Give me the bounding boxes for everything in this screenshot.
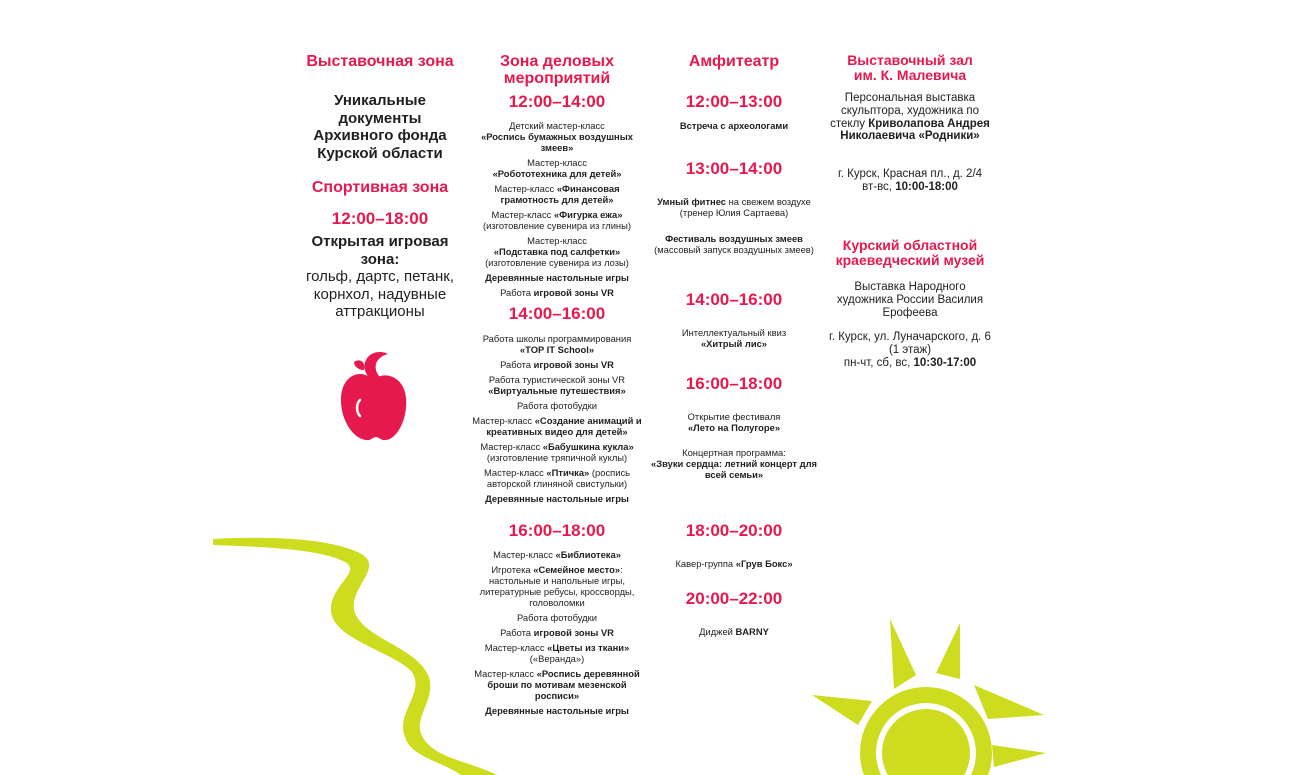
list-item: Детский мастер-класс «Роспись бумажных воздушных змеев» bbox=[481, 120, 633, 153]
list-item: Работа туристической зоны VR «Виртуальные путешествия» bbox=[488, 374, 626, 396]
amphi-event-4b: Концертная программа: «Звуки сердца: летний концерт для всей семьи» bbox=[651, 447, 817, 480]
amphitheater-title: Амфитеатр bbox=[688, 53, 780, 70]
amphi-time-4: 16:00–18:00 bbox=[685, 374, 783, 393]
list-item: Деревянные настольные игры bbox=[485, 493, 629, 504]
business-time-1: 12:00–14:00 bbox=[508, 92, 606, 111]
list-item: Деревянные настольные игры bbox=[485, 705, 629, 716]
museum-description: Выставка Народного художника России Василия Ерофеева bbox=[836, 281, 984, 319]
museum-address: г. Курск, ул. Луначарского, д. 6 (1 этаж) пн-чт, сб, вс, 10:30-17:00 bbox=[829, 331, 991, 369]
list-item: Деревянные настольные игры bbox=[485, 272, 629, 283]
business-session-3 bbox=[468, 549, 646, 720]
archive-documents-text: Уникальные документы Архивного фонда Курской области bbox=[313, 92, 447, 162]
list-item: Работа игровой зоны VR bbox=[500, 627, 614, 638]
list-item: Мастер-класс «Птичка» (роспись авторской глиняной свистульки) bbox=[483, 467, 631, 489]
amphi-time-5: 18:00–20:00 bbox=[685, 521, 783, 540]
list-item: Работа фотобудки bbox=[516, 400, 597, 411]
malevich-hall-description: Персональная выставка скульптора, художника по стеклу Криволапова Андрея Николаевича «Родники» bbox=[830, 92, 990, 143]
amphi-event-1: Встреча с археологами bbox=[679, 120, 789, 131]
sun-icon bbox=[808, 615, 1048, 775]
amphi-event-4a: Открытие фестиваля «Лето на Полугоре» bbox=[687, 411, 781, 433]
list-item: Мастер-класс «Цветы из ткани» («Веранда») bbox=[484, 642, 630, 664]
amphi-event-2a: Умный фитнес на свежем воздухе (тренер Юлия Сартаева) bbox=[657, 196, 811, 218]
column-venues bbox=[826, 0, 994, 380]
column-exhibition-sport bbox=[290, 0, 470, 330]
list-item: Работа фотобудки bbox=[516, 612, 597, 623]
amphi-event-6: Диджей BARNY bbox=[699, 626, 769, 637]
exhibition-zone-title: Выставочная зона bbox=[306, 53, 454, 70]
list-item: Работа игровой зоны VR bbox=[500, 287, 614, 298]
museum-title: Курский областной краеведческий музей bbox=[835, 237, 985, 268]
list-item: Работа школы программирования «TOP IT School» bbox=[482, 333, 632, 355]
business-session-1 bbox=[468, 120, 646, 302]
apple-icon bbox=[336, 348, 410, 444]
business-zone-title: Зона деловых мероприятий bbox=[500, 53, 614, 87]
sport-zone-description: Открытая игровая зона: гольф, дартс, петанк, корнхол, надувные аттракционы bbox=[305, 233, 455, 320]
list-item: Мастер-класс «Создание анимаций и креативных видео для детей» bbox=[472, 415, 642, 437]
amphi-time-3: 14:00–16:00 bbox=[685, 290, 783, 309]
list-item: Мастер-класс «Финансовая грамотность для детей» bbox=[494, 183, 620, 205]
business-time-3: 16:00–18:00 bbox=[508, 521, 606, 540]
malevich-hall-address: г. Курск, Красная пл., д. 2/4 вт-вс, 10:00-18:00 bbox=[837, 168, 983, 193]
list-item: Работа игровой зоны VR bbox=[500, 359, 614, 370]
business-time-2: 14:00–16:00 bbox=[508, 304, 606, 323]
list-item: Мастер-класс «Робототехника для детей» bbox=[492, 157, 622, 179]
list-item: Мастер-класс «Подставка под салфетки» (изготовление сувенира из лозы) bbox=[485, 235, 629, 268]
list-item: Мастер-класс «Библиотека» bbox=[493, 549, 621, 560]
sport-zone-time: 12:00–18:00 bbox=[331, 209, 429, 228]
amphi-time-6: 20:00–22:00 bbox=[685, 589, 783, 608]
list-item: Мастер-класс «Бабушкина кукла» (изготовление тряпичной куклы) bbox=[480, 441, 634, 463]
sport-zone-title: Спортивная зона bbox=[311, 179, 449, 196]
amphi-event-5: Кавер-группа «Грув Бокс» bbox=[675, 558, 793, 569]
malevich-hall-title: Выставочный зал им. К. Малевича bbox=[847, 52, 973, 83]
amphi-event-3: Интеллектуальный квиз «Хитрый лис» bbox=[681, 327, 787, 349]
business-session-2 bbox=[468, 333, 646, 508]
column-amphitheater bbox=[648, 0, 820, 775]
column-business-events bbox=[468, 0, 646, 775]
list-item: Мастер-класс «Роспись деревянной броши по мотивам мезенской росписи» bbox=[474, 668, 640, 701]
amphi-time-1: 12:00–13:00 bbox=[685, 92, 783, 111]
list-item: Игротека «Семейное место»: настольные и напольные игры, литературные ребусы, кроссворды, головоломки bbox=[479, 564, 635, 608]
amphi-time-2: 13:00–14:00 bbox=[685, 159, 783, 178]
list-item: Мастер-класс «Фигурка ежа» (изготовление сувенира из глины) bbox=[483, 209, 631, 231]
amphi-event-2b: Фестиваль воздушных змеев (массовый запуск воздушных змеев) bbox=[654, 233, 814, 255]
